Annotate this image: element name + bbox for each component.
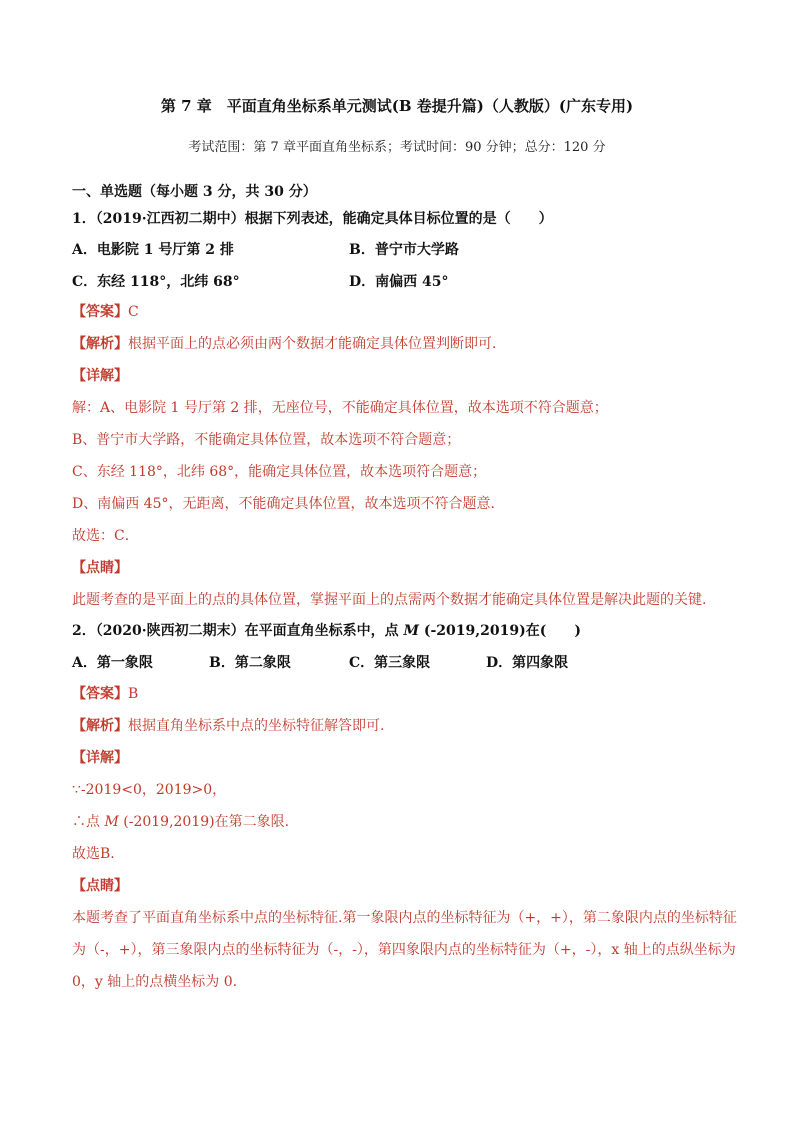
q2-option-c: C．第三象限 [349, 655, 431, 671]
q2-option-a: A．第一象限 [72, 655, 153, 671]
section-heading: 一、单选题（每小题 3 分，共 30 分） [72, 184, 317, 200]
answer-tag: 【答案】 [72, 304, 128, 320]
q2-stem-text: (-2019,2019)在( ) [418, 623, 581, 639]
q2-detail-text: ∴点 [72, 814, 105, 830]
q2-detail-line [72, 813, 289, 831]
q2-choice: 故选B. [72, 846, 115, 862]
q2-stem-text: 2．（2020·陕西初二期末）在平面直角坐标系中，点 [72, 623, 404, 639]
q1-detail-line: D、南偏西 45°，无距离，不能确定具体位置，故本选项不符合题意． [72, 496, 505, 512]
q1-detail-tag: 【详解】 [72, 368, 128, 384]
q2-comment-tag: 【点睛】 [72, 878, 128, 894]
q1-analysis [72, 335, 496, 353]
q1-option-b: B．普宁市大学路 [349, 242, 459, 258]
q2-option-b: B．第二象限 [209, 655, 291, 671]
q1-option-c: C．东经 118°，北纬 68° [72, 274, 240, 290]
q2-answer [72, 685, 138, 703]
q1-comment: 此题考查的是平面上的点的具体位置，掌握平面上的点需两个数据才能确定具体位置是解决此题的关键. [72, 592, 707, 608]
answer-tag: 【答案】 [72, 686, 128, 702]
q2-stem [72, 622, 581, 640]
analysis-text: 根据平面上的点必须由两个数据才能确定具体位置判断即可. [128, 336, 497, 352]
q1-detail-line: 解：A、电影院 1 号厅第 2 排，无座位号，不能确定具体位置，故本选项不符合题意； [72, 400, 608, 416]
q1-option-d: D．南偏西 45° [349, 274, 449, 290]
q1-comment-tag: 【点睛】 [72, 560, 128, 576]
q2-detail-text: (-2019,2019)在第二象限. [118, 814, 290, 830]
point-label: M [104, 814, 119, 830]
q2-comment-line: 本题考查了平面直角坐标系中点的坐标特征.第一象限内点的坐标特征为（+，+），第二象限内点的坐标特征 [72, 910, 737, 926]
q1-stem: 1．（2019·江西初二期中）根据下列表述，能确定具体目标位置的是（ ） [72, 211, 553, 227]
q2-detail-tag: 【详解】 [72, 750, 128, 766]
answer-value: C [128, 304, 139, 320]
q1-answer [72, 303, 139, 321]
q1-detail-line: C、东经 118°，北纬 68°，能确定具体位置，故本选项符合题意； [72, 464, 487, 480]
q2-analysis [72, 717, 384, 735]
exam-info: 考试范围：第 7 章平面直角坐标系；考试时间：90 分钟；总分：120 分 [188, 140, 606, 155]
analysis-text: 根据直角坐标系中点的坐标特征解答即可. [128, 718, 385, 734]
q1-option-a: A．电影院 1 号厅第 2 排 [72, 242, 234, 258]
q2-option-d: D．第四象限 [486, 655, 569, 671]
q1-detail-line: B、普宁市大学路，不能确定具体位置，故本选项不符合题意； [72, 432, 461, 448]
q2-detail-line: ∵-2019<0，2019>0， [72, 782, 227, 798]
answer-value: B [128, 686, 139, 702]
analysis-tag: 【解析】 [72, 718, 128, 734]
point-label: M [403, 623, 419, 639]
page-title: 第 7 章 平面直角坐标系单元测试(B 卷提升篇)（人教版）(广东专用) [160, 97, 634, 115]
analysis-tag: 【解析】 [72, 336, 128, 352]
q2-comment-line: 0，y 轴上的点横坐标为 0. [72, 974, 238, 990]
q2-comment-line: 为（-，+），第三象限内点的坐标特征为（-，-），第四象限内点的坐标特征为（+，-），x 轴上的点纵坐标为 [72, 942, 736, 958]
q1-choice: 故选：C． [72, 528, 139, 544]
